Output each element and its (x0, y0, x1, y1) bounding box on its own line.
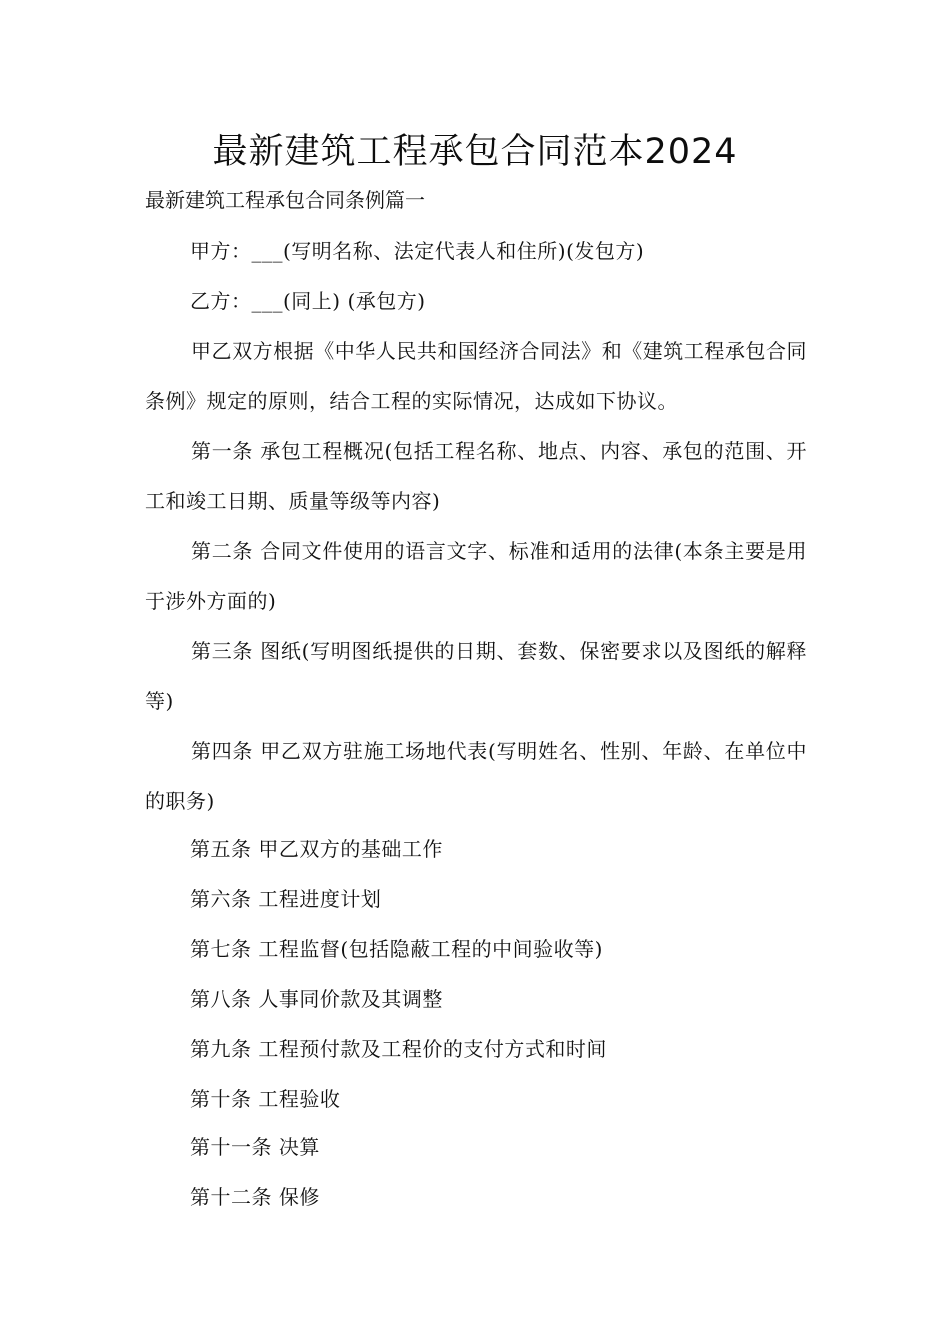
article-12: 第十二条 保修 (190, 1185, 320, 1209)
article-2: 第二条 合同文件使用的语言文字、标准和适用的法律(本条主要是用于涉外方面的) (145, 539, 807, 613)
article-11: 第十一条 决算 (190, 1135, 320, 1159)
article-4: 第四条 甲乙双方驻施工场地代表(写明姓名、性别、年龄、在单位中的职务) (145, 739, 807, 813)
article-5: 第五条 甲乙双方的基础工作 (190, 837, 443, 861)
section-heading: 最新建筑工程承包合同条例篇一 (145, 188, 425, 212)
article-1: 第一条 承包工程概况(包括工程名称、地点、内容、承包的范围、开工和竣工日期、质量等级等内容) (145, 439, 807, 513)
article-10: 第十条 工程验收 (190, 1087, 341, 1111)
party-a-line: 甲方：___(写明名称、法定代表人和住所)(发包方) (190, 239, 645, 263)
article-3: 第三条 图纸(写明图纸提供的日期、套数、保密要求以及图纸的解释等) (145, 639, 807, 713)
article-9: 第九条 工程预付款及工程价的支付方式和时间 (190, 1037, 607, 1061)
article-7: 第七条 工程监督(包括隐蔽工程的中间验收等) (190, 937, 603, 961)
article-6: 第六条 工程进度计划 (190, 887, 382, 911)
article-8: 第八条 人事同价款及其调整 (190, 987, 443, 1011)
party-b-line: 乙方：___(同上) (承包方) (190, 289, 426, 313)
intro-paragraph: 甲乙双方根据《中华人民共和国经济合同法》和《建筑工程承包合同条例》规定的原则，结合工程的实际情况，达成如下协议。 (145, 339, 807, 413)
document-title: 最新建筑工程承包合同范本2024 (212, 132, 738, 172)
